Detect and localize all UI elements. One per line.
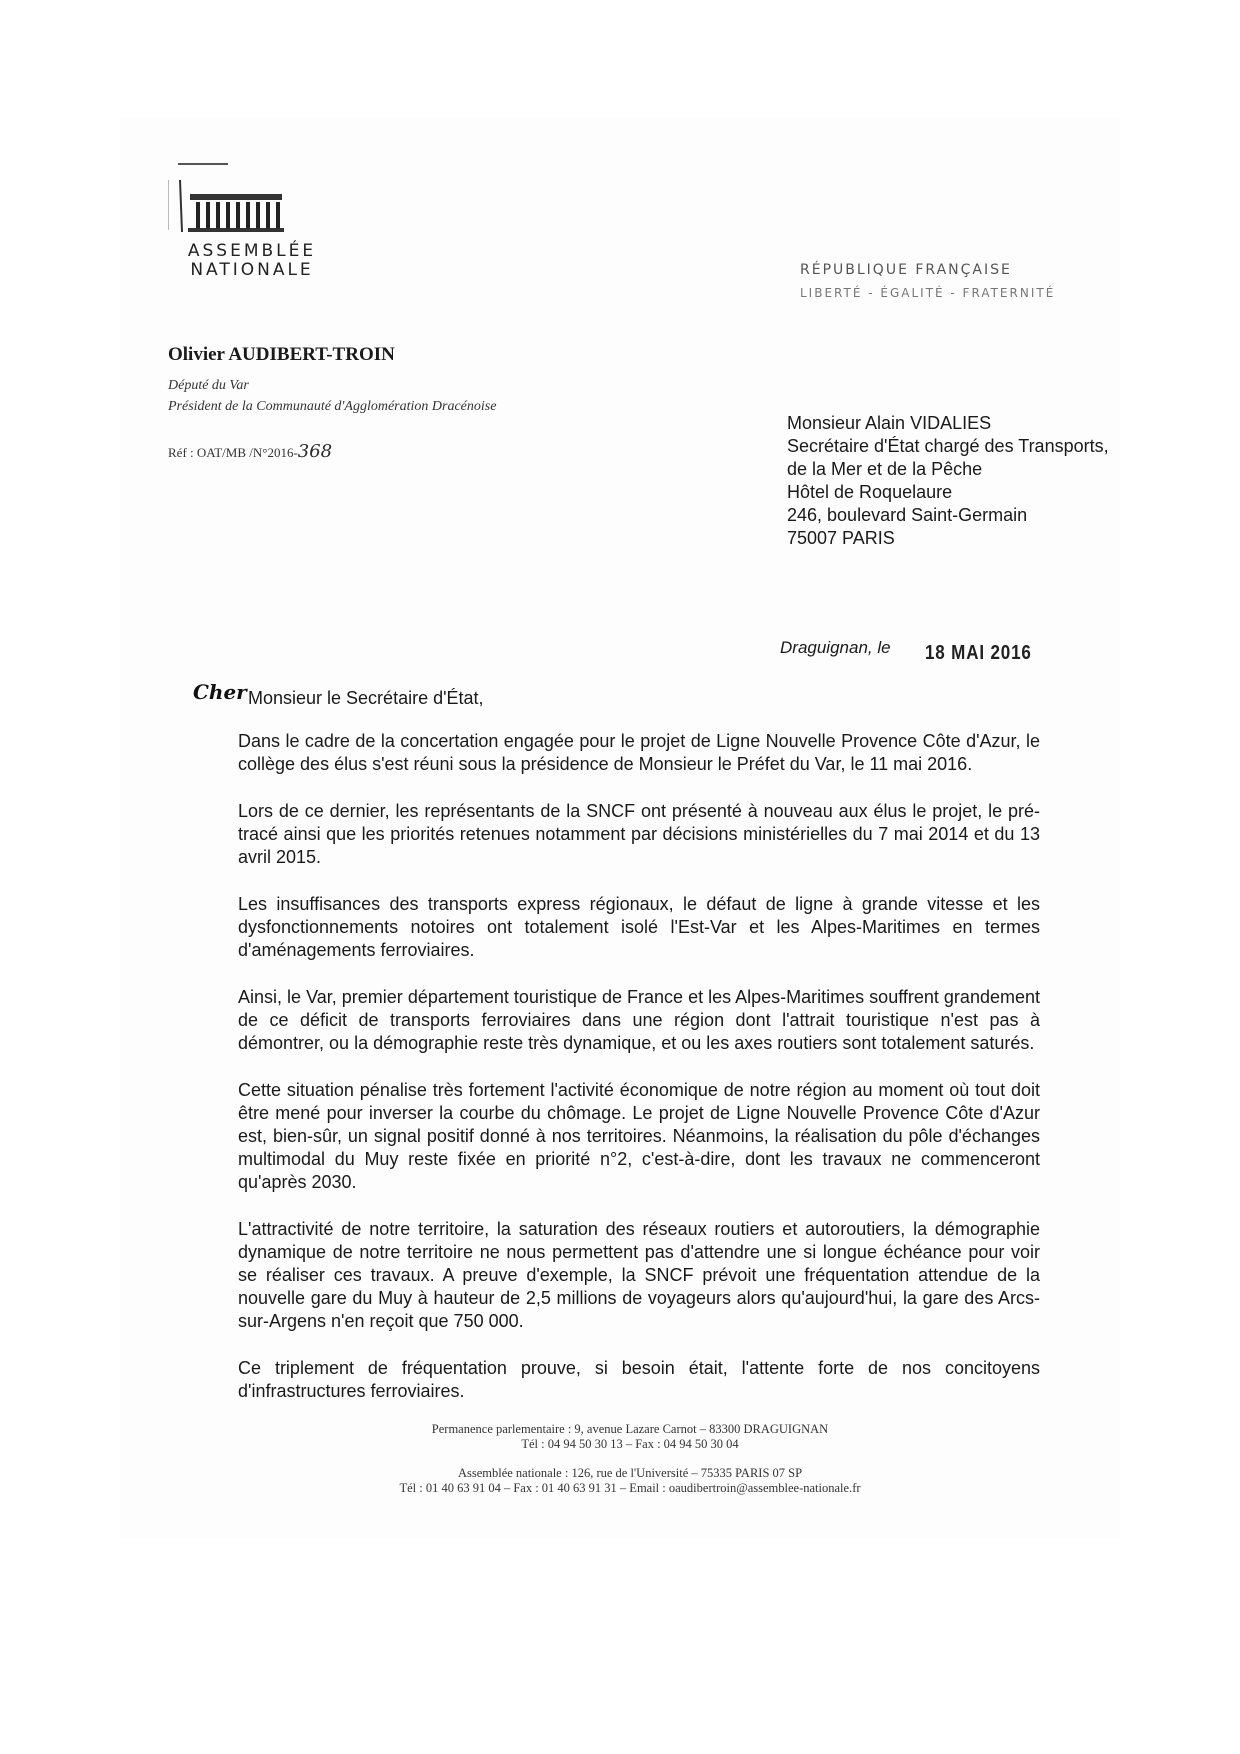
date-stamp: 18 MAI 2016 — [925, 642, 1032, 664]
footer-contact — [310, 1422, 950, 1510]
body-paragraph: Dans le cadre de la concertation engagée pour le projet de Ligne Nouvelle Provence Côte d'Azur, le collège des élus s'est réuni sous la présidence de Monsieur le Préfet du Var, le 11 mai 2016. — [238, 731, 1040, 774]
assemblee-building-icon — [168, 160, 318, 240]
recipient-line: de la Mer et de la Pêche — [787, 459, 983, 479]
body-paragraph: Ainsi, le Var, premier département touristique de France et les Alpes-Maritimes souffrent grandement de ce déficit de transports ferroviaires dans une région dont l'attrait touristique n'est pas à démontrer, ou la démographie reste très dynamique, et ou les axes routiers sont totalement saturés. — [238, 987, 1040, 1053]
footer-assemblee — [310, 1466, 950, 1496]
reference-number: 368 — [297, 441, 333, 462]
sender-name: Olivier AUDIBERT-TROIN — [168, 344, 395, 365]
recipient-line: Secrétaire d'État chargé des Transports, — [787, 436, 1109, 456]
letter-body — [238, 730, 1040, 1427]
footer-line: Tél : 01 40 63 91 04 – Fax : 01 40 63 91 31 – Email : oaudibertroin@assemblee-nationale.fr — [399, 1481, 861, 1495]
republic-motto — [800, 262, 1060, 300]
footer-line: Permanence parlementaire : 9, avenue Lazare Carnot – 83300 DRAGUIGNAN — [431, 1422, 829, 1436]
footer-permanence — [310, 1422, 950, 1452]
body-paragraph: Ce triplement de fréquentation prouve, si besoin était, l'attente forte de nos concitoyens d'infrastructures ferroviaires. — [238, 1358, 1040, 1401]
body-paragraph: Lors de ce dernier, les représentants de la SNCF ont présenté à nouveau aux élus le projet, le pré-tracé ainsi que les priorités retenues notamment par décisions ministérielles du 7 mai 2014 et du 13 avril 2015. — [238, 801, 1040, 867]
footer-line: Assemblée nationale : 126, rue de l'Université – 75335 PARIS 07 SP — [457, 1466, 803, 1480]
motto-line: LIBERTÉ - ÉGALITÉ - FRATERNITÉ — [800, 286, 1056, 300]
recipient-line: 75007 PARIS — [787, 528, 895, 548]
dateline-place: Draguignan, le — [780, 638, 891, 657]
recipient-line: 246, boulevard Saint-Germain — [787, 505, 1028, 525]
reference-prefix: Réf : OAT/MB /N°2016- — [168, 445, 298, 460]
logo-line-2: NATIONALE — [190, 260, 314, 280]
assemblee-nationale-logo — [168, 160, 318, 290]
republic-line: RÉPUBLIQUE FRANÇAISE — [800, 262, 1012, 278]
logo-text — [182, 242, 322, 280]
sender-title-2: Président de la Communauté d'Agglomération Dracénoise — [168, 399, 497, 414]
salutation: Monsieur le Secrétaire d'État, — [248, 688, 484, 708]
footer-line: Tél : 04 94 50 30 13 – Fax : 04 94 50 30 04 — [521, 1437, 739, 1451]
body-paragraph: L'attractivité de notre territoire, la saturation des réseaux routiers et autoroutiers, la démographie dynamique de notre territoire ne nous permettent pas d'attendre une si longue échéance pour voir se réaliser ces travaux. A preuve d'exemple, la SNCF prévoit une fréquentation attendue de la nouvelle gare du Muy à hauteur de 2,5 millions de voyageurs alors qu'aujourd'hui, la gare des Arcs-sur-Argens n'en reçoit que 750 000. — [238, 1219, 1040, 1331]
recipient-line: Monsieur Alain VIDALIES — [787, 413, 992, 433]
body-paragraph: Les insuffisances des transports express régionaux, le défaut de ligne à grande vitesse et les dysfonctionnements notoires ont totalement isolé l'Est-Var et les Alpes-Maritimes en termes d'aménagements ferroviaires. — [238, 894, 1040, 960]
reference — [168, 441, 332, 462]
recipient-line: Hôtel de Roquelaure — [787, 482, 953, 502]
sender-block — [168, 344, 496, 415]
recipient-address — [787, 412, 1109, 550]
handwritten-salutation: Cher — [193, 680, 247, 704]
sender-title-1: Député du Var — [168, 378, 249, 393]
body-paragraph: Cette situation pénalise très fortement l'activité économique de notre région au moment où tout doit être mené pour inverser la courbe du chômage. Le projet de Ligne Nouvelle Provence Côte d'Azur est, bien-sûr, un signal positif donné à nos territoires. Néanmoins, la réalisation du pôle d'échanges multimodal du Muy reste fixée en priorité n°2, c'est-à-dire, dont les travaux ne commenceront qu'après 2030. — [238, 1080, 1040, 1192]
logo-line-1: ASSEMBLÉE — [187, 241, 317, 261]
